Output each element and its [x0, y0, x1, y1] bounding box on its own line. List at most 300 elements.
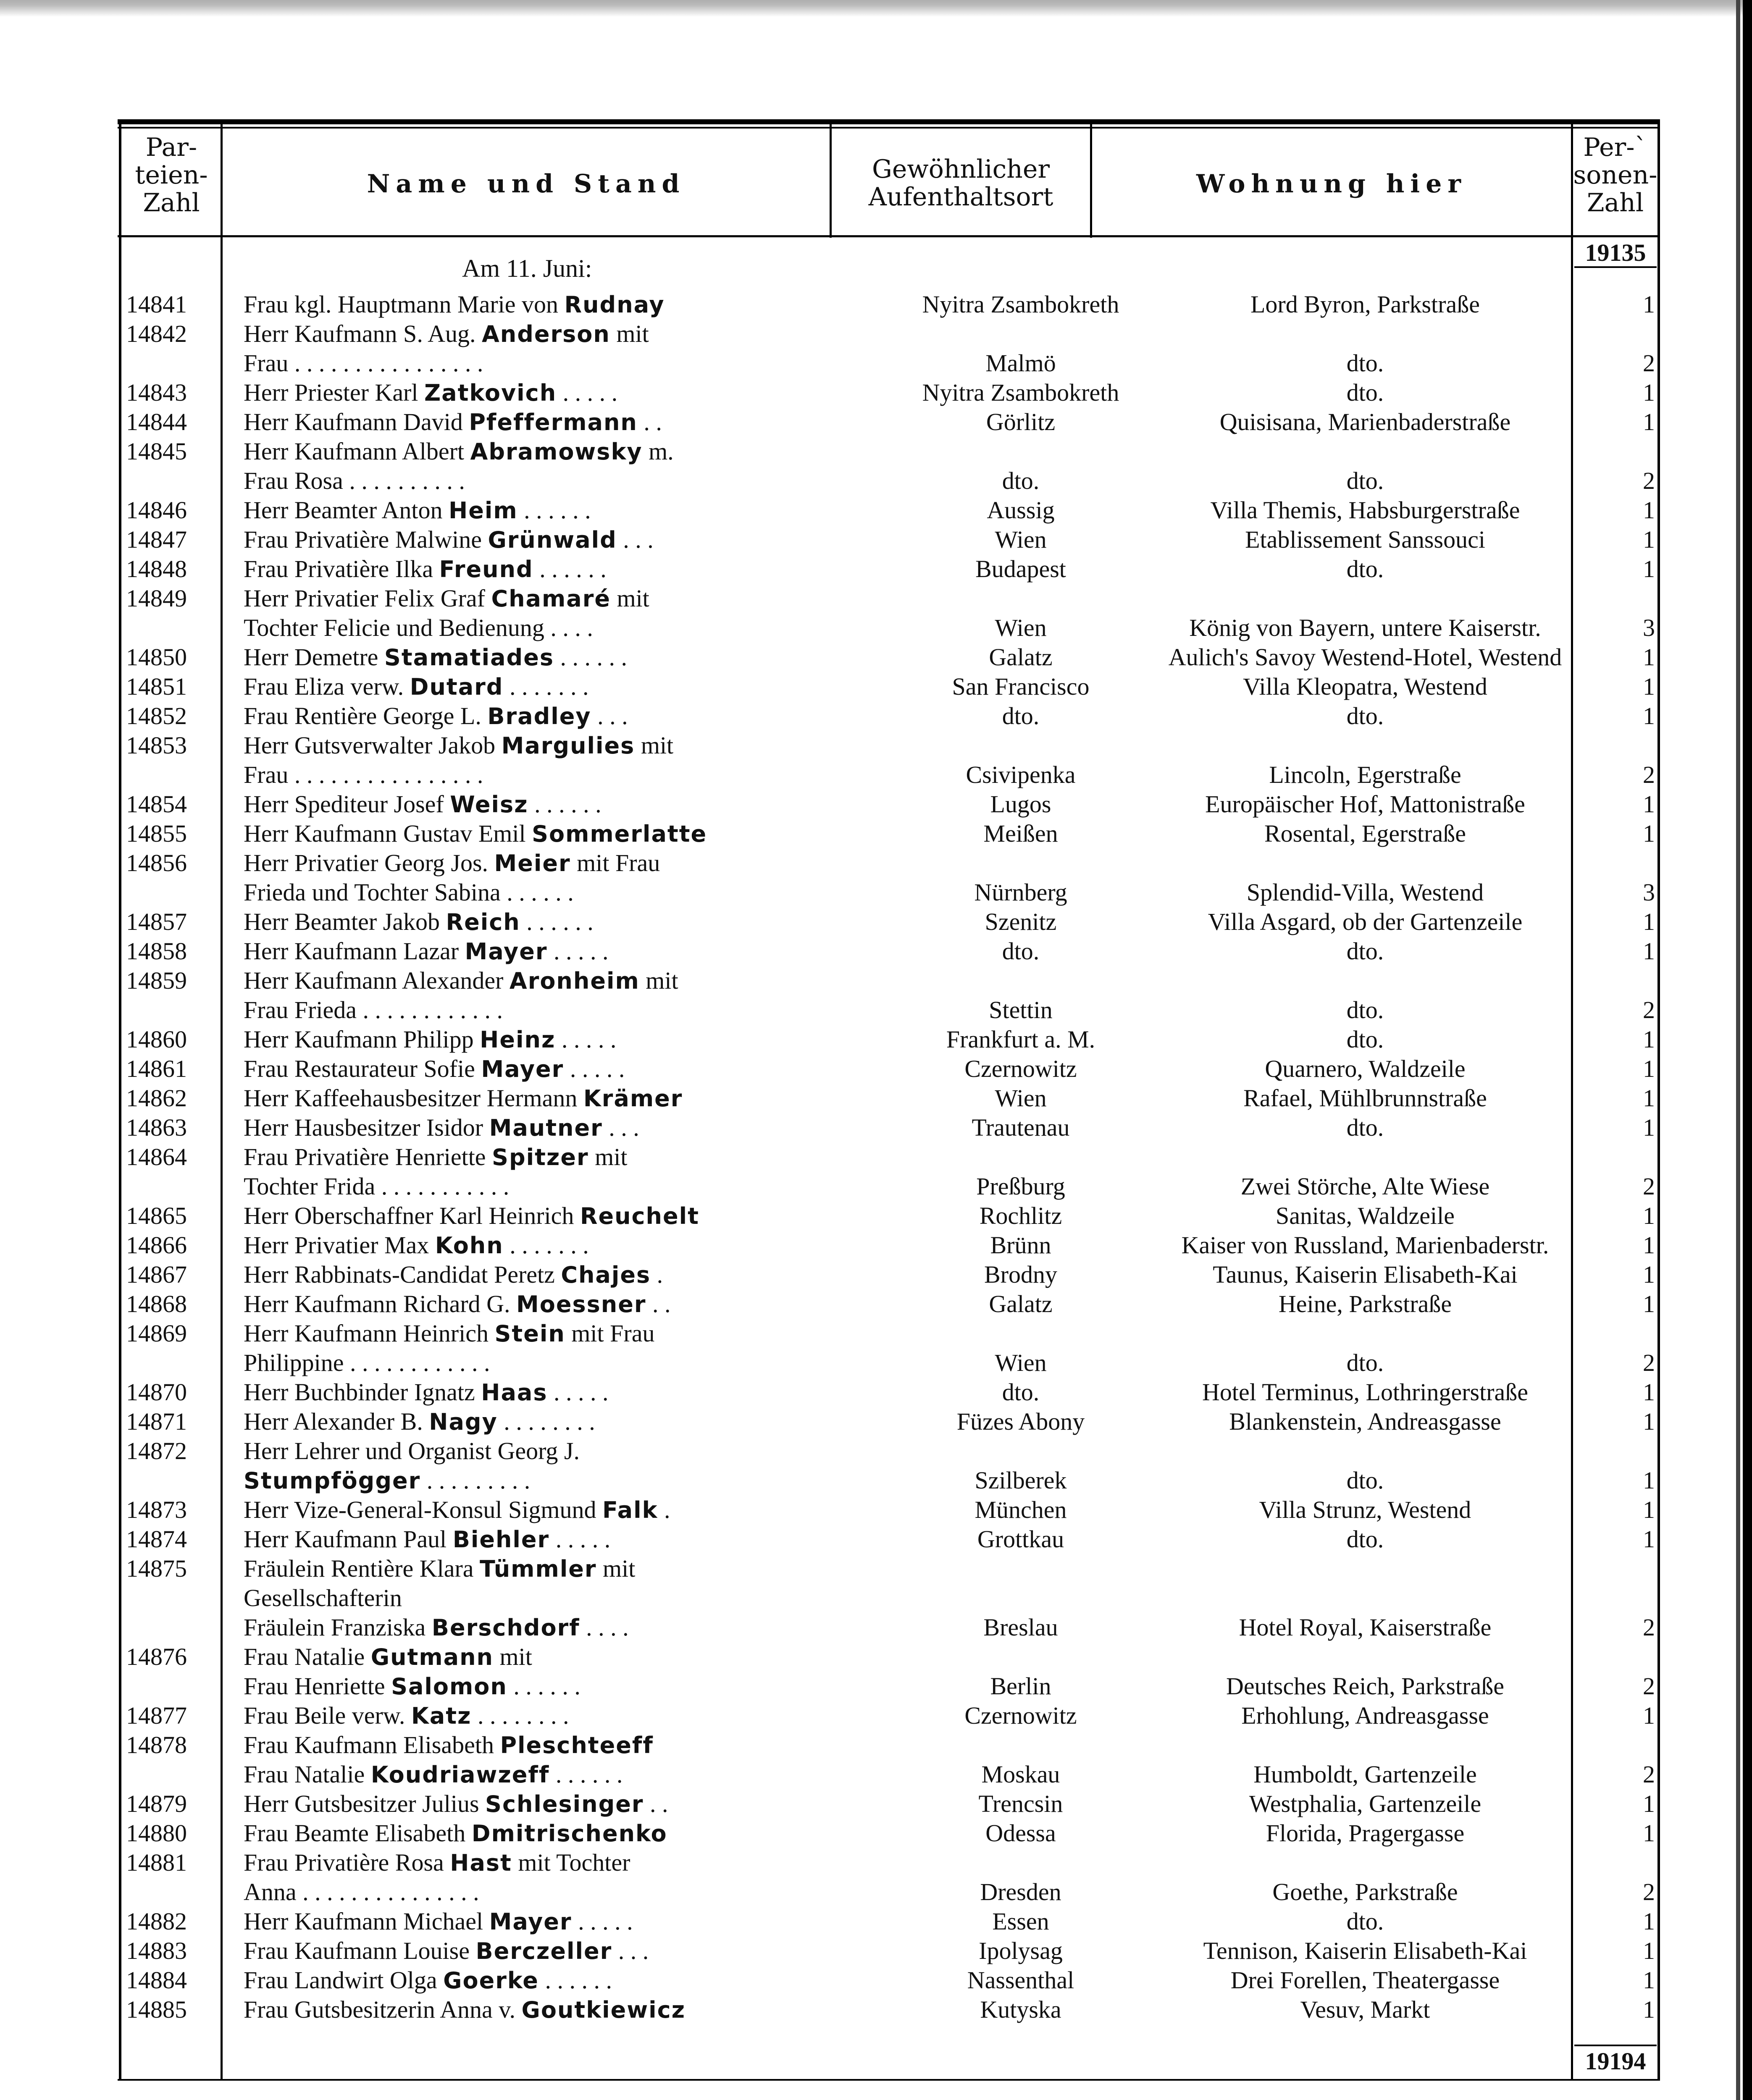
usual-residence: Wien	[995, 1084, 1047, 1112]
party-number: 14857	[126, 908, 187, 935]
local-lodging: Kaiser von Russland, Marienbaderstr.	[1181, 1231, 1549, 1259]
person-count: 1	[1643, 1055, 1655, 1082]
table-top-rule-thin	[118, 127, 1660, 129]
party-number: 14860	[126, 1026, 187, 1053]
surname: Goerke	[443, 1967, 539, 1994]
local-lodging: dto.	[1346, 379, 1384, 406]
usual-residence: Galatz	[989, 1290, 1053, 1318]
party-number: 14858	[126, 937, 187, 965]
name-rest: . . . . . .	[549, 1761, 623, 1788]
surname: Zatkovich	[424, 380, 557, 406]
surname: Hast	[450, 1850, 512, 1876]
name-title: Frau Restaurateur Sofie	[244, 1055, 481, 1082]
person-count: 1	[1643, 908, 1655, 935]
name-rest: mit	[493, 1643, 532, 1670]
name-and-status	[244, 731, 941, 761]
surname: Biehler	[452, 1526, 550, 1553]
table-row	[118, 1907, 1660, 1936]
person-count: 3	[1643, 614, 1655, 641]
table-row	[118, 1260, 1660, 1289]
party-number: 14868	[126, 1290, 187, 1318]
local-lodging: Lord Byron, Parkstraße	[1250, 291, 1480, 318]
local-lodging: Quarnero, Waldzeile	[1265, 1055, 1466, 1082]
party-number: 14885	[126, 1996, 187, 2023]
person-count: 1	[1643, 937, 1655, 965]
name-title: Herr Demetre	[244, 643, 384, 671]
person-count: 1	[1643, 1114, 1655, 1141]
party-number: 14882	[126, 1908, 187, 1935]
surname: Abramowsky	[470, 438, 643, 465]
usual-residence: Frankfurt a. M.	[946, 1026, 1095, 1053]
name-and-status	[244, 1730, 941, 1760]
person-count: 1	[1643, 820, 1655, 847]
name-title: Herr Priester Karl	[244, 379, 424, 406]
name-rest: . . . . .	[572, 1908, 633, 1935]
party-number: 14881	[126, 1849, 187, 1876]
name-title: Frau Rosa . . . . . . . . . .	[244, 467, 465, 494]
name-rest: mit	[596, 1555, 636, 1582]
name-title: Herr Kaffeehausbesitzer Hermann	[244, 1084, 583, 1112]
table-row	[118, 672, 1660, 701]
party-number: 14871	[126, 1408, 187, 1435]
table-row	[118, 319, 1660, 349]
surname: Reich	[446, 909, 520, 935]
person-count: 2	[1643, 1349, 1655, 1376]
surname: Chamaré	[491, 585, 611, 612]
party-number: 14873	[126, 1496, 187, 1523]
party-number: 14874	[126, 1525, 187, 1553]
party-number: 14883	[126, 1937, 187, 1964]
party-number: 14842	[126, 320, 187, 347]
name-and-status	[244, 1554, 941, 1584]
person-count: 1	[1643, 790, 1655, 818]
usual-residence: Nyitra Zsambokreth	[922, 291, 1119, 318]
name-title: Frau Gutsbesitzerin Anna v.	[244, 1996, 522, 2023]
local-lodging: Rafael, Mühlbrunnstraße	[1243, 1084, 1487, 1112]
party-number: 14848	[126, 555, 187, 583]
name-title: Herr Buchbinder Ignatz	[244, 1378, 481, 1406]
surname: Anderson	[482, 321, 610, 347]
surname: Pleschteeff	[500, 1732, 654, 1759]
person-count: 1	[1643, 702, 1655, 730]
table-row	[118, 1613, 1660, 1642]
name-rest: . . . . . .	[554, 643, 627, 671]
local-lodging: Europäischer Hof, Mattonistraße	[1205, 790, 1525, 818]
surname: Moessner	[516, 1291, 646, 1318]
name-title: Herr Rabbinats-Candidat Peretz	[244, 1261, 561, 1288]
party-number: 14880	[126, 1819, 187, 1847]
usual-residence: Preßburg	[976, 1173, 1065, 1200]
name-and-status	[244, 966, 941, 996]
usual-residence: Moskau	[981, 1761, 1060, 1788]
name-title: Frieda und Tochter Sabina . . . . . .	[244, 879, 574, 906]
header-pers-line-2: sonen-	[1573, 160, 1657, 190]
scan-edge-top	[0, 0, 1752, 17]
name-rest: . . . . .	[555, 1026, 617, 1053]
local-lodging: Tennison, Kaiserin Elisabeth-Kai	[1203, 1937, 1527, 1964]
table-row	[118, 1936, 1660, 1966]
table-row	[118, 1113, 1660, 1142]
person-count: 1	[1643, 1467, 1655, 1494]
name-rest: mit	[610, 320, 649, 347]
name-title: Frau Beile verw.	[244, 1702, 411, 1729]
table-row	[118, 407, 1660, 437]
local-lodging: Villa Kleopatra, Westend	[1243, 673, 1487, 700]
surname: Krämer	[583, 1085, 683, 1112]
local-lodging: Vesuv, Markt	[1300, 1996, 1430, 2023]
local-lodging: dto.	[1346, 996, 1384, 1024]
surname: Goutkiewicz	[521, 1997, 686, 2023]
local-lodging: Humboldt, Gartenzeile	[1253, 1761, 1477, 1788]
header-ort-line-2: Aufenthaltsort	[868, 182, 1053, 212]
table-row	[118, 907, 1660, 937]
person-count: 1	[1643, 379, 1655, 406]
person-count: 1	[1643, 555, 1655, 583]
surname: Stamatiades	[384, 644, 554, 671]
party-number: 14867	[126, 1261, 187, 1288]
table-row	[118, 496, 1660, 525]
name-rest: mit Tochter	[512, 1849, 630, 1876]
name-title: Herr Kaufmann Richard G.	[244, 1290, 517, 1318]
person-count: 1	[1643, 1378, 1655, 1406]
local-lodging: dto.	[1346, 1467, 1384, 1494]
usual-residence: Görlitz	[986, 408, 1056, 436]
header-pers-line-3: Zahl	[1587, 188, 1644, 218]
name-title: Herr Gutsverwalter Jakob	[244, 732, 502, 759]
table-row	[118, 1084, 1660, 1113]
name-title: Herr Vize-General-Konsul Sigmund	[244, 1496, 602, 1523]
usual-residence: Brünn	[990, 1231, 1051, 1259]
header-nr-line-3: Zahl	[143, 188, 200, 218]
name-title: Frau Frieda . . . . . . . . . . . .	[244, 996, 503, 1024]
table-row	[118, 1701, 1660, 1730]
person-count: 1	[1643, 1966, 1655, 1994]
name-rest: . .	[637, 408, 662, 436]
party-number: 14878	[126, 1731, 187, 1759]
surname: Katz	[411, 1703, 472, 1729]
person-count: 1	[1643, 643, 1655, 671]
table-row	[118, 995, 1660, 1025]
table-row	[118, 878, 1660, 907]
table-row	[118, 584, 1660, 613]
usual-residence: Csivipenka	[966, 761, 1076, 788]
table-row	[118, 701, 1660, 731]
table-row	[118, 1995, 1660, 2024]
local-lodging: dto.	[1346, 1114, 1384, 1141]
name-rest: . . . . .	[557, 379, 618, 406]
surname: Heinz	[480, 1026, 556, 1053]
person-count: 2	[1643, 996, 1655, 1024]
name-title: Frau Henriette	[244, 1672, 391, 1700]
usual-residence: Breslau	[983, 1614, 1058, 1641]
table-row	[118, 1583, 1660, 1613]
table-row	[118, 966, 1660, 995]
header-nr	[122, 134, 221, 217]
table-row	[118, 819, 1660, 848]
name-rest: . . . . .	[564, 1055, 625, 1082]
party-number: 14845	[126, 438, 187, 465]
surname: Stumpfögger	[244, 1467, 421, 1494]
usual-residence: Kutyska	[980, 1996, 1061, 2023]
table-row	[118, 1466, 1660, 1495]
table-row	[118, 1966, 1660, 1995]
table-row	[118, 1407, 1660, 1436]
table-row	[118, 1877, 1660, 1907]
name-rest: m.	[642, 438, 674, 465]
surname: Schlesinger	[485, 1791, 644, 1817]
table-row	[118, 1554, 1660, 1583]
local-lodging: Drei Forellen, Theatergasse	[1230, 1966, 1500, 1994]
name-title: Herr Kaufmann Alexander	[244, 967, 510, 994]
name-title: Herr Kaufmann Heinrich	[244, 1320, 495, 1347]
usual-residence: Czernowitz	[964, 1055, 1077, 1082]
person-count: 1	[1643, 1790, 1655, 1817]
usual-residence: Trautenau	[972, 1114, 1070, 1141]
name-title: Herr Privatier Max	[244, 1231, 435, 1259]
person-count: 1	[1643, 1996, 1655, 2023]
local-lodging: Zwei Störche, Alte Wiese	[1240, 1173, 1490, 1200]
table-row	[118, 1730, 1660, 1760]
party-number: 14875	[126, 1555, 187, 1582]
name-rest: .	[651, 1261, 663, 1288]
surname: Bradley	[487, 703, 591, 730]
party-number: 14861	[126, 1055, 187, 1082]
person-count: 1	[1643, 673, 1655, 700]
person-count: 1	[1643, 1026, 1655, 1053]
name-and-status	[244, 584, 941, 614]
table-row	[118, 1760, 1660, 1789]
name-title: Herr Lehrer und Organist Georg J.	[244, 1437, 580, 1465]
table-row	[118, 1025, 1660, 1054]
usual-residence: Wien	[995, 614, 1047, 641]
party-number: 14870	[126, 1378, 187, 1406]
party-number: 14859	[126, 967, 187, 994]
name-rest: mit	[635, 732, 674, 759]
person-count: 2	[1643, 1878, 1655, 1906]
local-lodging: dto.	[1346, 555, 1384, 583]
scan-edge-right-inner	[1736, 0, 1740, 2100]
surname: Mayer	[465, 938, 548, 965]
party-number: 14856	[126, 849, 187, 877]
usual-residence: Szenitz	[985, 908, 1057, 935]
local-lodging: dto.	[1346, 349, 1384, 377]
surname: Berczeller	[475, 1938, 612, 1964]
name-rest: . . .	[612, 1937, 649, 1964]
name-and-status	[244, 1436, 941, 1466]
table-row	[118, 1054, 1660, 1084]
name-rest: mit	[588, 1143, 628, 1171]
name-title: Frau . . . . . . . . . . . . . . . .	[244, 761, 483, 788]
usual-residence: Galatz	[989, 643, 1053, 671]
person-count: 2	[1643, 1761, 1655, 1788]
surname: Mayer	[481, 1056, 564, 1082]
table-row	[118, 1789, 1660, 1819]
party-number: 14866	[126, 1231, 187, 1259]
surname: Sommerlatte	[532, 821, 707, 847]
name-rest: . . . . .	[549, 1525, 611, 1553]
person-count: 1	[1643, 291, 1655, 318]
person-count: 1	[1643, 1908, 1655, 1935]
name-title: Anna . . . . . . . . . . . . . . .	[244, 1878, 479, 1906]
name-title: Frau Privatière Malwine	[244, 526, 488, 553]
person-count: 1	[1643, 408, 1655, 436]
name-title: Herr Hausbesitzer Isidor	[244, 1114, 489, 1141]
surname: Freund	[439, 556, 533, 583]
name-title: Frau Privatière Henriette	[244, 1143, 492, 1171]
usual-residence: Wien	[995, 1349, 1047, 1376]
table-row	[118, 290, 1660, 319]
name-title: Frau Privatière Rosa	[244, 1849, 450, 1876]
name-title: Frau Rentière George L.	[244, 702, 488, 730]
local-lodging: dto.	[1346, 1349, 1384, 1376]
local-lodging: Sanitas, Waldzeile	[1276, 1202, 1455, 1229]
person-count: 1	[1643, 1496, 1655, 1523]
local-lodging: Quisisana, Marienbaderstraße	[1219, 408, 1511, 436]
name-rest: .	[658, 1496, 670, 1523]
table-row	[118, 1348, 1660, 1378]
table-row	[118, 937, 1660, 966]
person-count: 2	[1643, 761, 1655, 788]
person-count: 1	[1643, 1819, 1655, 1847]
table-row	[118, 613, 1660, 643]
person-count: 2	[1643, 1614, 1655, 1641]
table-row	[118, 1819, 1660, 1848]
local-lodging: Villa Asgard, ob der Gartenzeile	[1208, 908, 1523, 935]
date-heading: Am 11. Juni:	[462, 255, 592, 282]
person-count: 1	[1643, 1408, 1655, 1435]
table-row	[118, 1142, 1660, 1172]
party-number: 14869	[126, 1320, 187, 1347]
name-title: Tochter Frida . . . . . . . . . . .	[244, 1173, 510, 1200]
party-number: 14862	[126, 1084, 187, 1112]
usual-residence: Nürnberg	[974, 879, 1067, 906]
table-row	[118, 760, 1660, 790]
surname: Mautner	[489, 1115, 603, 1141]
name-rest: . . . . . . . . .	[420, 1467, 531, 1494]
name-title: Frau Eliza verw.	[244, 673, 410, 700]
usual-residence: Szilberek	[975, 1467, 1067, 1494]
table-row	[118, 1201, 1660, 1231]
name-title: Fräulein Franziska	[244, 1614, 432, 1641]
name-title: Herr Kaufmann Albert	[244, 438, 470, 465]
table-row	[118, 1436, 1660, 1466]
table-row	[118, 1642, 1660, 1672]
header-name: Name und Stand	[367, 169, 686, 199]
party-number: 14854	[126, 790, 187, 818]
table-bottom-rule	[118, 2079, 1660, 2081]
name-rest: mit	[610, 585, 649, 612]
surname: Berschdorf	[431, 1614, 580, 1641]
header-pers	[1573, 134, 1657, 217]
name-title: Frau Kaufmann Louise	[244, 1937, 476, 1964]
name-rest: . .	[646, 1290, 671, 1318]
table-row	[118, 731, 1660, 760]
name-rest: . . . .	[580, 1614, 629, 1641]
name-title: Frau Natalie	[244, 1761, 371, 1788]
name-title: Frau kgl. Hauptmann Marie von	[244, 291, 565, 318]
local-lodging: Hotel Terminus, Lothringerstraße	[1202, 1378, 1529, 1406]
name-title: Gesellschafterin	[244, 1584, 402, 1612]
name-rest: . . . . . .	[528, 790, 602, 818]
name-title: Tochter Felicie und Bedienung . . . .	[244, 614, 593, 641]
party-number: 14841	[126, 291, 187, 318]
page-total-count: 19194	[1574, 2045, 1657, 2076]
party-number: 14879	[126, 1790, 187, 1817]
usual-residence: Brodny	[984, 1261, 1057, 1288]
local-lodging: dto.	[1346, 1026, 1384, 1053]
header-nr-line-1: Par-	[145, 133, 197, 162]
name-title: Frau Privatière Ilka	[244, 555, 439, 583]
header-wohnung: Wohnung hier	[1196, 169, 1467, 199]
table-row	[118, 1672, 1660, 1701]
local-lodging: Heine, Parkstraße	[1278, 1290, 1452, 1318]
usual-residence: Rochlitz	[979, 1202, 1062, 1229]
table-row	[118, 1495, 1660, 1525]
local-lodging: dto.	[1346, 467, 1384, 494]
usual-residence: Nyitra Zsambokreth	[922, 379, 1119, 406]
party-number: 14863	[126, 1114, 187, 1141]
name-rest: . . . . . . .	[503, 673, 589, 700]
local-lodging: Lincoln, Egerstraße	[1269, 761, 1461, 788]
scan-edge-right	[1743, 0, 1752, 2100]
name-title: Herr Alexander B.	[244, 1408, 429, 1435]
name-and-status	[244, 1848, 941, 1878]
party-number: 14850	[126, 643, 187, 671]
usual-residence: Malmö	[985, 349, 1056, 377]
local-lodging: Aulich's Savoy Westend-Hotel, Westend	[1168, 643, 1562, 671]
name-title: Herr Spediteur Josef	[244, 790, 450, 818]
local-lodging: dto.	[1346, 937, 1384, 965]
usual-residence: Odessa	[985, 1819, 1056, 1847]
party-number: 14884	[126, 1966, 187, 1994]
surname: Mayer	[489, 1908, 572, 1935]
name-rest: . . . . . . .	[503, 1231, 589, 1259]
header-ort	[832, 155, 1090, 211]
surname: Salomon	[391, 1673, 507, 1700]
surname: Weisz	[450, 791, 528, 818]
local-lodging: Rosental, Egerstraße	[1264, 820, 1466, 847]
party-number: 14843	[126, 379, 187, 406]
usual-residence: Füzes Abony	[956, 1408, 1085, 1435]
surname: Dmitrischenko	[471, 1820, 667, 1847]
name-title: Herr Kaufmann Philipp	[244, 1026, 480, 1053]
name-title: Herr Oberschaffner Karl Heinrich	[244, 1202, 580, 1229]
name-and-status	[244, 848, 941, 878]
name-title: Herr Beamter Jakob	[244, 908, 446, 935]
surname: Koudriawzeff	[370, 1761, 550, 1788]
person-count: 1	[1643, 526, 1655, 553]
name-title: Frau Landwirt Olga	[244, 1966, 444, 1994]
party-number: 14851	[126, 673, 187, 700]
surname: Haas	[481, 1379, 548, 1406]
table-row	[118, 1172, 1660, 1201]
table-row	[118, 1378, 1660, 1407]
person-count: 1	[1643, 1202, 1655, 1229]
party-number: 14864	[126, 1143, 187, 1171]
table-row	[118, 1289, 1660, 1319]
name-rest: . .	[644, 1790, 668, 1817]
name-rest: . . . . .	[547, 1378, 609, 1406]
person-count: 1	[1643, 1702, 1655, 1729]
table-row	[118, 1231, 1660, 1260]
local-lodging: Florida, Pragergasse	[1266, 1819, 1465, 1847]
party-number: 14847	[126, 526, 187, 553]
table-row	[118, 525, 1660, 554]
name-title: Herr Kaufmann Michael	[244, 1908, 489, 1935]
local-lodging: Goethe, Parkstraße	[1272, 1878, 1458, 1906]
surname: Grünwald	[488, 527, 617, 553]
surname: Nagy	[429, 1409, 498, 1435]
